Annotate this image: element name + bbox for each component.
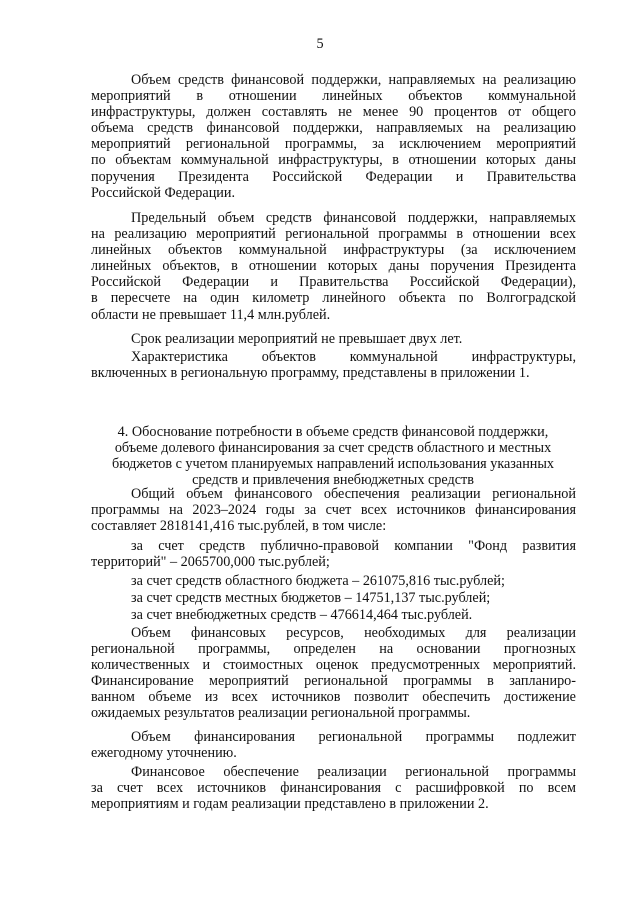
text-line: на реализацию мероприятий региональной программы в отношении всех: [91, 226, 576, 243]
text-line: за счет всех источников финансирования с расшифровкой по всем: [91, 780, 576, 797]
text-line: за счет средств публично-правовой компании "Фонд развития: [131, 538, 576, 554]
text-line: объема средств финансовой поддержки, направляемых на реализацию: [91, 120, 576, 137]
text-line: Российской Федерации и Правительства Российской Федерации),: [91, 274, 576, 291]
text-line: по объектам коммунальной инфраструктуры, в отношении которых даны: [91, 152, 576, 169]
text-line: ванном объеме из всех источников позволит обеспечить достижение: [91, 689, 576, 706]
text-line: за счет внебюджетных средств – 476614,464 тыс.рублей.: [131, 607, 473, 623]
heading-line: 4. Обоснование потребности в объеме средств финансовой поддержки,: [117, 424, 549, 440]
text-line: Общий объем финансового обеспечения реализации региональной: [131, 486, 576, 502]
text-line: включенных в региональную программу, представлены в приложении 1.: [91, 365, 530, 382]
paragraph-local-source: [91, 590, 576, 606]
text-line: области не превышает 11,4 млн.рублей.: [91, 306, 331, 323]
paragraph-extrabudget-source: [91, 607, 576, 623]
text-line: инфраструктуры, должен составлять не менее 90 процентов от общего: [91, 104, 576, 121]
text-line: ожидаемых результатов реализации региональной программы.: [91, 705, 471, 722]
heading-line: объеме долевого финансирования за счет средств областного и местных: [114, 440, 552, 457]
paragraph-max-volume: [91, 210, 576, 323]
text-line: Объем средств финансовой поддержки, направляемых на реализацию: [131, 72, 576, 88]
text-line: мероприятий региональной программы, за исключением мероприятий: [91, 136, 576, 153]
heading-line: бюджетов с учетом планируемых направлений использования указанных: [111, 456, 555, 473]
paragraph-appendix-2: [91, 764, 576, 812]
text-line: Объем финансирования региональной программы подлежит: [131, 729, 576, 745]
text-line: Российской Федерации.: [91, 184, 236, 201]
text-line: количественных и стоимостных оценок предусмотренных мероприятий.: [91, 657, 576, 674]
text-line: Финансовое обеспечение реализации региональной программы: [131, 764, 576, 780]
text-line: за счет средств областного бюджета – 261075,816 тыс.рублей;: [131, 573, 505, 589]
text-line: в пересчете на один километр линейного объекта по Волгоградской: [91, 290, 576, 307]
text-line: поручения Президента Российской Федерации и Правительства: [91, 168, 576, 185]
paragraph-resources: [91, 625, 576, 722]
text-line: территорий" – 2065700,000 тыс.рублей;: [91, 554, 330, 571]
heading-line: средств и привлечения внебюджетных средств: [192, 472, 474, 489]
text-line: составляет 2818141,416 тыс.рублей, в том числе:: [91, 518, 387, 535]
text-line: региональной программы, определен на основании прогнозных: [91, 641, 576, 658]
text-line: Характеристика объектов коммунальной инфраструктуры,: [131, 349, 576, 365]
paragraph-regional-source: [91, 573, 576, 589]
text-line: мероприятий в отношении линейных объектов коммунальной: [91, 88, 576, 105]
text-line: Объем финансовых ресурсов, необходимых для реализации: [131, 625, 576, 641]
paragraph-total-volume: [91, 486, 576, 534]
text-line: за счет средств местных бюджетов – 14751,137 тыс.рублей;: [131, 590, 491, 606]
page-number: 5: [316, 36, 324, 52]
text-line: мероприятиям и годам реализации представлено в приложении 2.: [91, 796, 489, 813]
paragraph-characteristics: [91, 349, 576, 381]
text-line: Срок реализации мероприятий не превышает двух лет.: [131, 331, 463, 347]
text-line: линейных объектов коммунальной инфраструктуры (за исключением: [91, 242, 576, 259]
paragraph-fund-source: [91, 538, 576, 570]
text-line: программы на 2023–2024 годы за счет всех источников финансирования: [91, 502, 576, 519]
paragraph-term: [91, 331, 576, 347]
text-line: Финансирование мероприятий региональной программы в запланиро-: [91, 673, 576, 690]
section-heading: [98, 424, 568, 488]
paragraph-support-share: [91, 72, 576, 201]
text-line: ежегодному уточнению.: [91, 745, 237, 762]
text-line: Предельный объем средств финансовой поддержки, направляемых: [131, 210, 576, 226]
paragraph-annual-review: [91, 729, 576, 761]
text-line: линейных объектов, в отношении которых даны поручения Президента: [91, 258, 576, 275]
